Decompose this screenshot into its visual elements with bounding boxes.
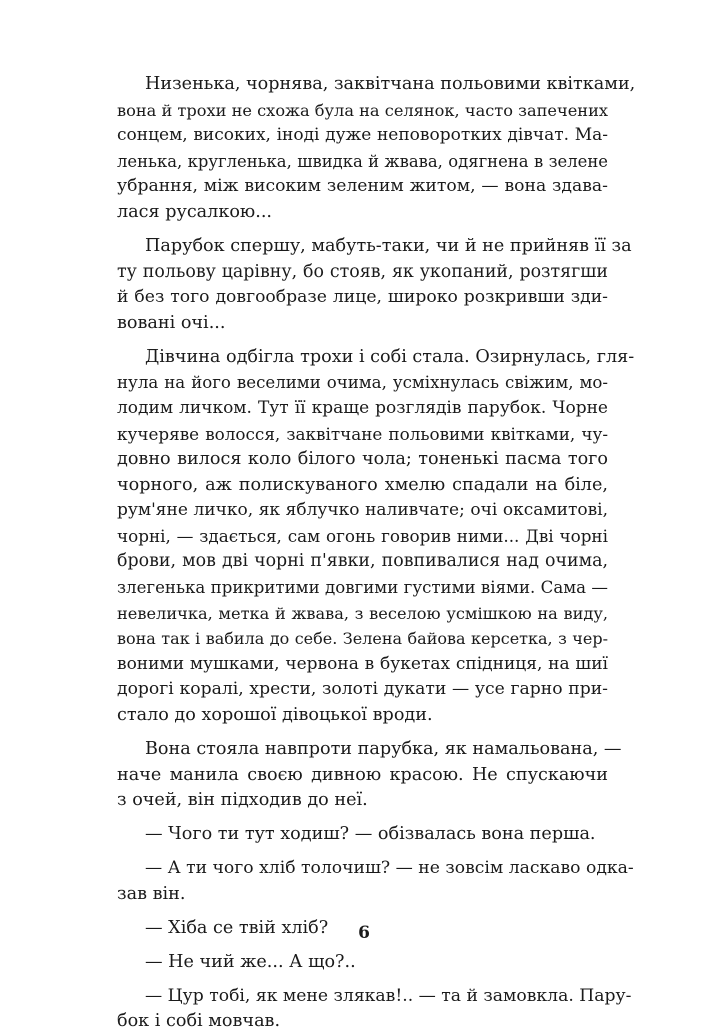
text-line: з очей, він підходив до неї. <box>117 790 368 811</box>
paragraph <box>117 856 634 907</box>
paragraph <box>117 950 608 976</box>
text-line: кучеряве волосся, заквітчане польовими квітками, чу- <box>117 423 608 444</box>
paragraph <box>117 345 635 729</box>
text-line: вона так і вабила до себе. Зелена байова керсетка, з чер- <box>117 629 608 649</box>
text-line: нула на його веселими очима, усміхнулась свіжим, мо- <box>117 373 608 393</box>
text-line: наче манила своєю дивною красою. Не спускаючи <box>117 764 608 785</box>
paragraph-gap <box>117 848 608 856</box>
text-line: Дівчина одбігла трохи і собі стала. Озирнулась, гля- <box>145 346 635 367</box>
text-line: воними мушками, червона в букетах спідниця, на шиї <box>117 653 608 674</box>
text-line: невеличка, метка й жвава, з веселою усмішкою на виду, <box>117 603 608 623</box>
text-line: Парубок спершу, мабуть-таки, чи й не прийняв її за <box>145 235 632 256</box>
text-line: Вона стояла навпроти парубка, як намальована, — <box>145 739 622 760</box>
text-line: Низенька, чорнява, заквітчана польовими квітками, <box>145 74 636 94</box>
paragraph-gap <box>117 814 608 822</box>
page-text <box>117 72 636 1035</box>
paragraph <box>117 737 622 814</box>
text-line: лодим личком. Тут її краще розглядів парубок. Чорне <box>117 397 608 418</box>
paragraph-gap <box>117 975 608 983</box>
page-number: 6 <box>358 923 370 943</box>
paragraph <box>117 984 632 1035</box>
text-line: стало до хорошої дівоцької вроди. <box>117 705 433 726</box>
text-line: лася русалкою... <box>117 201 273 222</box>
text-line: дорогі коралі, хрести, золоті дукати — усе гарно при- <box>117 679 608 700</box>
paragraph <box>117 822 608 848</box>
text-line: ту польову царівну, бо стояв, як укопаний, розтягши <box>117 261 608 282</box>
text-line: брови, мов дві чорні п'явки, повпивалися над очима, <box>117 551 608 572</box>
text-line: — Хіба се твій хліб? <box>145 917 329 938</box>
text-line: рум'яне личко, як яблучко наливчате; очі оксамитові, <box>117 500 608 521</box>
text-line: чорного, аж полискуваного хмелю спадали на біле, <box>117 474 608 495</box>
paragraph <box>117 234 632 336</box>
paragraph-gap <box>117 729 608 737</box>
text-line: — Не чий же... А що?.. <box>145 951 356 972</box>
text-line: вона й трохи не схожа була на селянок, часто запечених <box>117 100 608 120</box>
paragraph <box>117 72 636 226</box>
text-line: — Цур тобі, як мене злякав!.. — та й замовкла. Пару- <box>145 985 632 1006</box>
text-line: вовані очі... <box>117 312 226 333</box>
paragraph-gap <box>117 907 608 915</box>
text-line: довно вилося коло білого чола; тоненькі пасма того <box>117 449 608 470</box>
text-line: зав він. <box>117 883 186 904</box>
text-line: злегенька прикритими довгими густими віями. Сама — <box>117 578 608 598</box>
text-line: чорні, — здається, сам огонь говорив ними... Дві чорні <box>117 525 608 546</box>
text-line: ленька, кругленька, швидка й жвава, одягнена в зелене <box>117 151 608 171</box>
text-line: бок і собі мовчав. <box>117 1011 281 1032</box>
text-line: сонцем, високих, іноді дуже неповоротких дівчат. Ма- <box>117 125 608 146</box>
text-line: — А ти чого хліб толочиш? — не зовсім ласкаво одка- <box>145 858 634 879</box>
text-line: убрання, між високим зеленим житом, — вона здава- <box>117 176 608 197</box>
paragraph-gap <box>117 226 608 234</box>
text-line: й без того довгообразе лице, широко розкривши зди- <box>117 287 608 308</box>
paragraph-gap <box>117 336 608 344</box>
text-line: — Чого ти тут ходиш? — обізвалась вона перша. <box>145 824 596 845</box>
